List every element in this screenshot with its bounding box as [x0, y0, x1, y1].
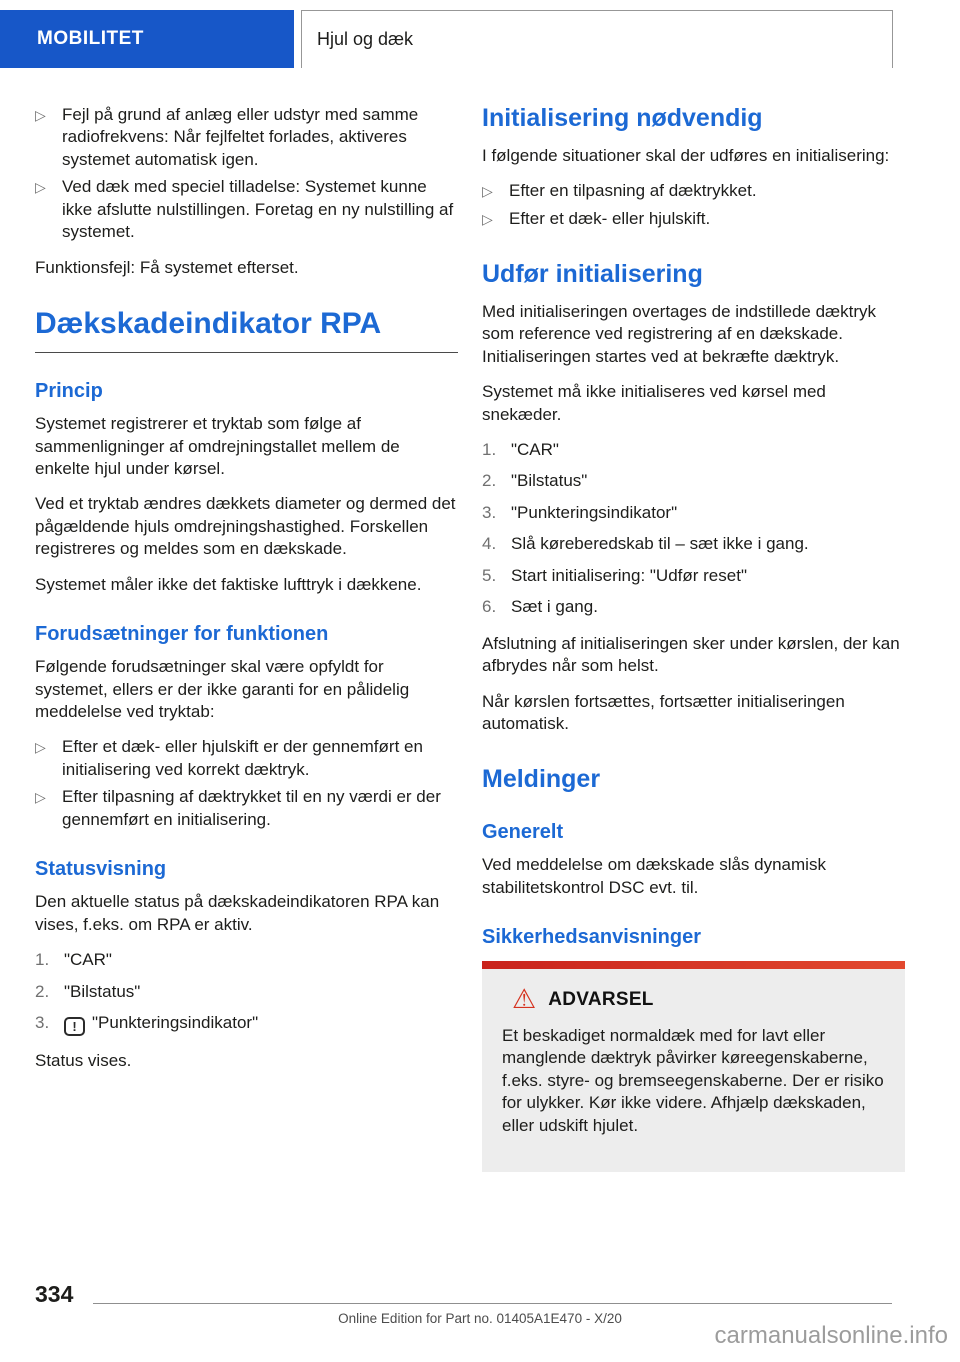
paragraph: Systemet måler ikke det faktiske lufttryk i dækkene.	[35, 574, 422, 594]
step-label-text: "Punkteringsindikator"	[92, 1012, 259, 1032]
triangle-bullet-icon: ▷	[35, 107, 46, 123]
triangle-bullet-icon: ▷	[35, 789, 46, 806]
step-label	[64, 1012, 458, 1036]
page-number: 334	[35, 1281, 74, 1307]
paragraph-funktionsfejl: Funktionsfejl: Få systemet efterset.	[35, 257, 299, 277]
step-label: Start initialisering: "Udfør reset"	[511, 565, 747, 585]
triangle-bullet-icon: ▷	[35, 739, 46, 756]
status-steps-list	[35, 949, 458, 1036]
bullet-text: Efter et dæk- eller hjulskift er der gennemført en initialisering ved korrekt dæktryk.	[62, 737, 423, 779]
bullet-item	[35, 736, 458, 781]
bullet-list	[35, 736, 458, 831]
chapter-title: Hjul og dæk	[317, 29, 414, 49]
step-item	[35, 949, 458, 971]
heading-udfoer-initialisering: Udfør initialisering	[482, 260, 703, 289]
step-item	[35, 981, 458, 1003]
paragraph: Systemet må ikke initialiseres ved kørsel med snekæder.	[482, 382, 826, 424]
bullet-item	[35, 104, 458, 171]
step-item	[482, 596, 905, 618]
paragraph: Ved meddelelse om dækskade slås dynamisk stabilitetskontrol DSC evt. til.	[482, 855, 826, 897]
step-label: "CAR"	[511, 440, 559, 459]
bullet-text: Fejl på grund af anlæg eller udstyr med samme radiofrekvens: Når fejlfeltet forlades, aktiveres systemet automatisk igen.	[62, 105, 419, 169]
watermark: carmanualsonline.info	[714, 1322, 948, 1349]
bullet-text: Efter et dæk- eller hjulskift.	[509, 208, 711, 228]
right-column	[482, 104, 905, 1172]
bullet-text: Efter en tilpasning af dæktrykket.	[509, 181, 757, 201]
warning-text: Et beskadiget normaldæk med for lavt eller manglende dæktryk påvirker køreegenskaberne, f.eks. styre- og bremseegenskaberne. Der er risiko for ulykker. Kør ikke videre. Afhjælp dækskaden, eller udskift hjulet.	[502, 1026, 884, 1135]
tyre-pressure-warning-icon: !	[64, 1017, 85, 1036]
paragraph: Ved et tryktab ændres dækkets diameter og dermed det pågældende hjuls omdrejningshastighed. Forskellen registreres og meldes som en dækskade.	[35, 494, 456, 559]
footer-rule	[93, 1303, 892, 1304]
section-heading-rpa: Dækskadeindikator RPA	[35, 307, 458, 353]
step-item	[35, 1012, 458, 1036]
paragraph: Den aktuelle status på dækskadeindikatoren RPA kan vises, f.eks. om RPA er aktiv.	[35, 892, 440, 934]
step-label: Slå køreberedskab til – sæt ikke i gang.	[511, 534, 809, 554]
warning-accent-bar	[482, 961, 905, 969]
subheading-forudsaetninger: Forudsætninger for funktionen	[35, 623, 329, 646]
bullet-item	[482, 208, 905, 230]
subheading-sikkerhedsanvisninger: Sikkerhedsanvisninger	[482, 926, 701, 948]
bullet-text: Ved dæk med speciel tilladelse: Systemet kunne ikke afslutte nulstillingen. Foretag en ny nulstilling af systemet.	[62, 177, 454, 242]
step-item	[482, 502, 905, 524]
step-item	[482, 533, 905, 555]
step-label: "Bilstatus"	[64, 981, 141, 1001]
triangle-bullet-icon: ▷	[482, 183, 493, 200]
subheading-princip: Princip	[35, 380, 103, 403]
triangle-bullet-icon: ▷	[35, 179, 46, 196]
subheading-generelt: Generelt	[482, 821, 564, 844]
paragraph: I følgende situationer skal der udføres en initialisering:	[482, 145, 890, 165]
page-content	[35, 104, 905, 1172]
section-label: MOBILITET	[37, 28, 144, 49]
heading-meldinger: Meldinger	[482, 765, 601, 794]
bullet-list	[482, 180, 905, 230]
initialisering-steps-list	[482, 439, 905, 619]
step-item	[482, 470, 905, 492]
step-label: "Punkteringsindikator"	[511, 502, 678, 522]
paragraph-status-vises: Status vises.	[35, 1050, 132, 1070]
step-label: "Bilstatus"	[511, 471, 588, 491]
step-item	[482, 565, 905, 587]
paragraph: Når kørslen fortsættes, fortsætter initialiseringen automatisk.	[482, 691, 845, 733]
bullet-list	[35, 104, 458, 244]
bullet-item	[482, 180, 905, 202]
chapter-title-box	[301, 10, 893, 68]
bullet-item	[35, 786, 458, 831]
heading-initialisering-noedvendig: Initialisering nødvendig	[482, 104, 763, 132]
warning-box	[482, 961, 905, 1172]
subheading-statusvisning: Statusvisning	[35, 858, 167, 881]
warning-triangle-icon: ⚠	[512, 984, 537, 1014]
triangle-bullet-icon: ▷	[482, 210, 493, 227]
step-label: "CAR"	[64, 950, 112, 970]
section-tab	[0, 10, 294, 68]
bullet-item	[35, 176, 458, 243]
warning-title-row	[502, 986, 885, 1013]
paragraph: Med initialiseringen overtages de indstillede dæktryk som reference ved registrering af en dækskade. Initialiseringen startes ved at bekræfte dæktryk.	[482, 301, 877, 366]
left-column	[35, 104, 458, 1172]
paragraph: Systemet registrerer et tryktab som følge af sammenligninger af omdrejningstallet mellem de enkelte hjul under kørsel.	[35, 414, 400, 478]
warning-title: ADVARSEL	[548, 988, 654, 1010]
paragraph: Følgende forudsætninger skal være opfyldt for systemet, ellers er der ikke garanti for en pålidelig meddelelse ved tryktab:	[35, 657, 410, 721]
edition-note: Online Edition for Part no. 01405A1E470 - X/20	[338, 1311, 622, 1326]
bullet-text: Efter tilpasning af dæktrykket til en ny værdi er der gennemført en initialisering.	[62, 787, 441, 829]
step-label: Sæt i gang.	[511, 597, 598, 617]
step-item	[482, 439, 905, 461]
paragraph: Afslutning af initialiseringen sker under kørslen, der kan afbrydes når som helst.	[482, 633, 900, 676]
warning-content	[482, 969, 905, 1172]
